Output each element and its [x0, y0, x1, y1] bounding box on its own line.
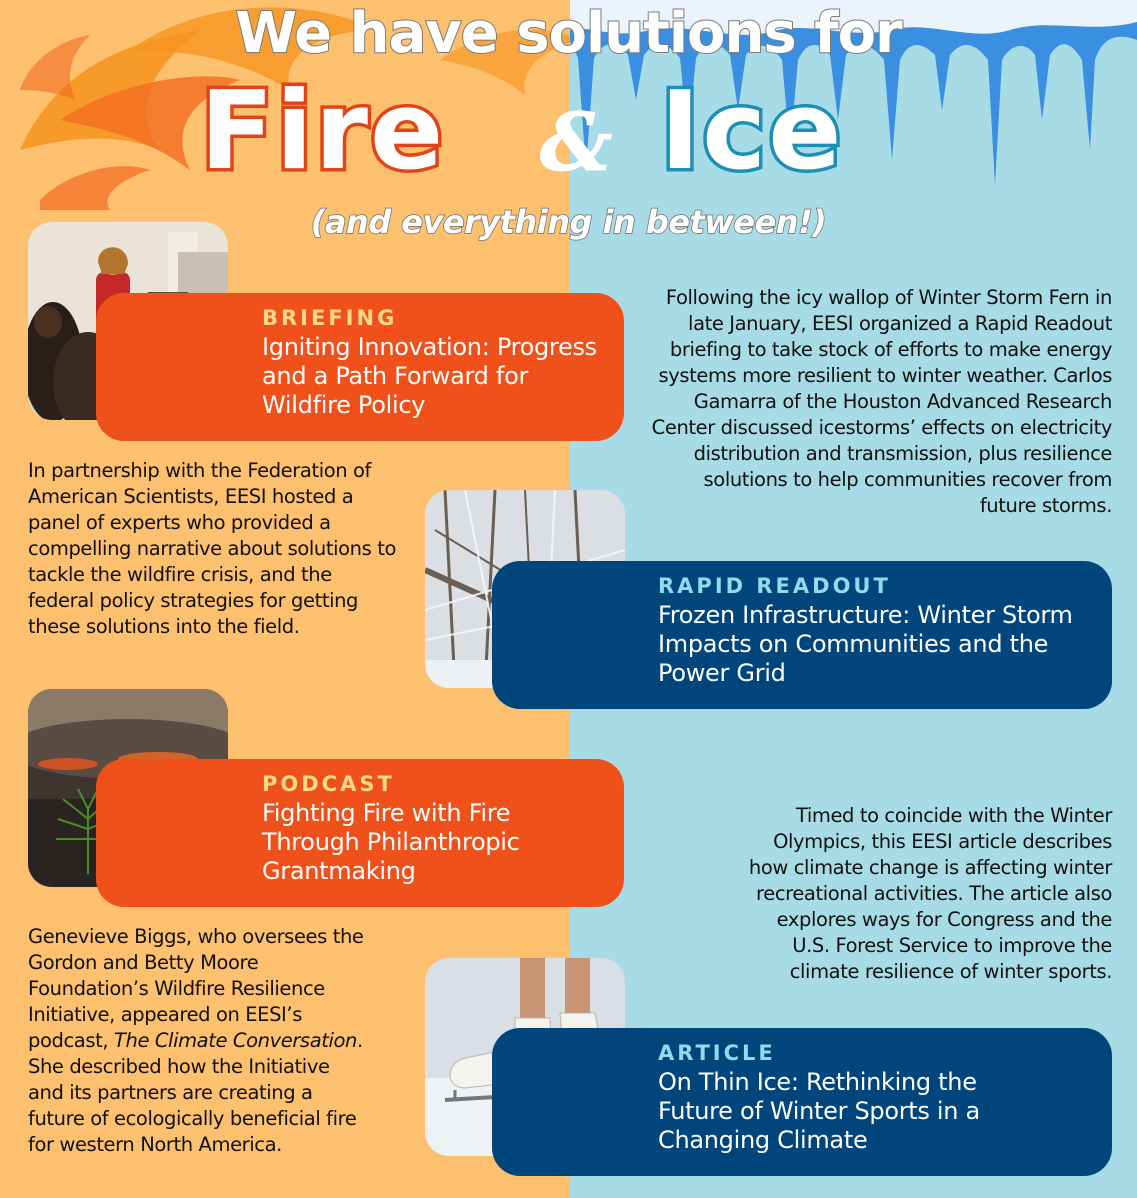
podcast-body [28, 924, 368, 1158]
page-headline: We have solutions for [235, 1, 902, 66]
podcast-card[interactable] [96, 759, 624, 907]
article-body: Timed to coincide with the Winter Olympics, this EESI article describes how climate change is affecting winter recreational activities. The article also explores ways for Congress and the U.S. Forest Service to improve the climate resilience of winter sports. [748, 804, 1112, 983]
podcast-show-name: The Climate Conversation [113, 1029, 357, 1052]
podcast-tag: PODCAST [262, 772, 395, 796]
readout-title[interactable]: Frozen Infrastructure: Winter Storm Impacts on Communities and the Power Grid [658, 601, 1073, 687]
article-card[interactable] [492, 1028, 1112, 1176]
readout-body: Following the icy wallop of Winter Storm Fern in late January, EESI organized a Rapid Readout briefing to take stock of efforts to make energy systems more resilient to winter weather. Carlos Gamarra of the Houston Advanced Research Center discussed icestorms’ effects on electricity distribution and transmission, plus resilience solutions to help communities recover from future storms. [651, 286, 1112, 517]
briefing-body: In partnership with the Federation of American Scientists, EESI hosted a panel of experts who provided a compelling narrative about solutions to tackle the wildfire crisis, and the federal policy strategies for getting these solutions into the field. [28, 459, 396, 638]
briefing-title[interactable]: Igniting Innovation: Progress and a Path Forward for Wildfire Policy [262, 333, 597, 419]
podcast-title[interactable]: Fighting Fire with Fire Through Philanthropic Grantmaking [262, 799, 520, 885]
page-subhead: (and everything in between!) [310, 203, 827, 241]
fire-word: Fire [200, 69, 446, 194]
ice-word: Ice [660, 69, 844, 194]
podcast-body-text-2: . She described how the Initiative and its partners are creating a future of ecologically beneficial fire for western North America. [28, 1029, 363, 1156]
readout-tag: RAPID READOUT [658, 574, 891, 598]
briefing-card[interactable] [96, 293, 624, 441]
briefing-tag: BRIEFING [262, 306, 398, 330]
article-title[interactable]: On Thin Ice: Rethinking the Future of Winter Sports in a Changing Climate [658, 1068, 980, 1154]
ampersand: & [540, 95, 613, 189]
article-tag: ARTICLE [658, 1041, 776, 1065]
readout-card[interactable] [492, 561, 1112, 709]
podcast-body-text-1: Genevieve Biggs, who oversees the Gordon and Betty Moore Foundation’s Wildfire Resilience Initiative, appeared on EESI’s podcast, [28, 925, 364, 1052]
